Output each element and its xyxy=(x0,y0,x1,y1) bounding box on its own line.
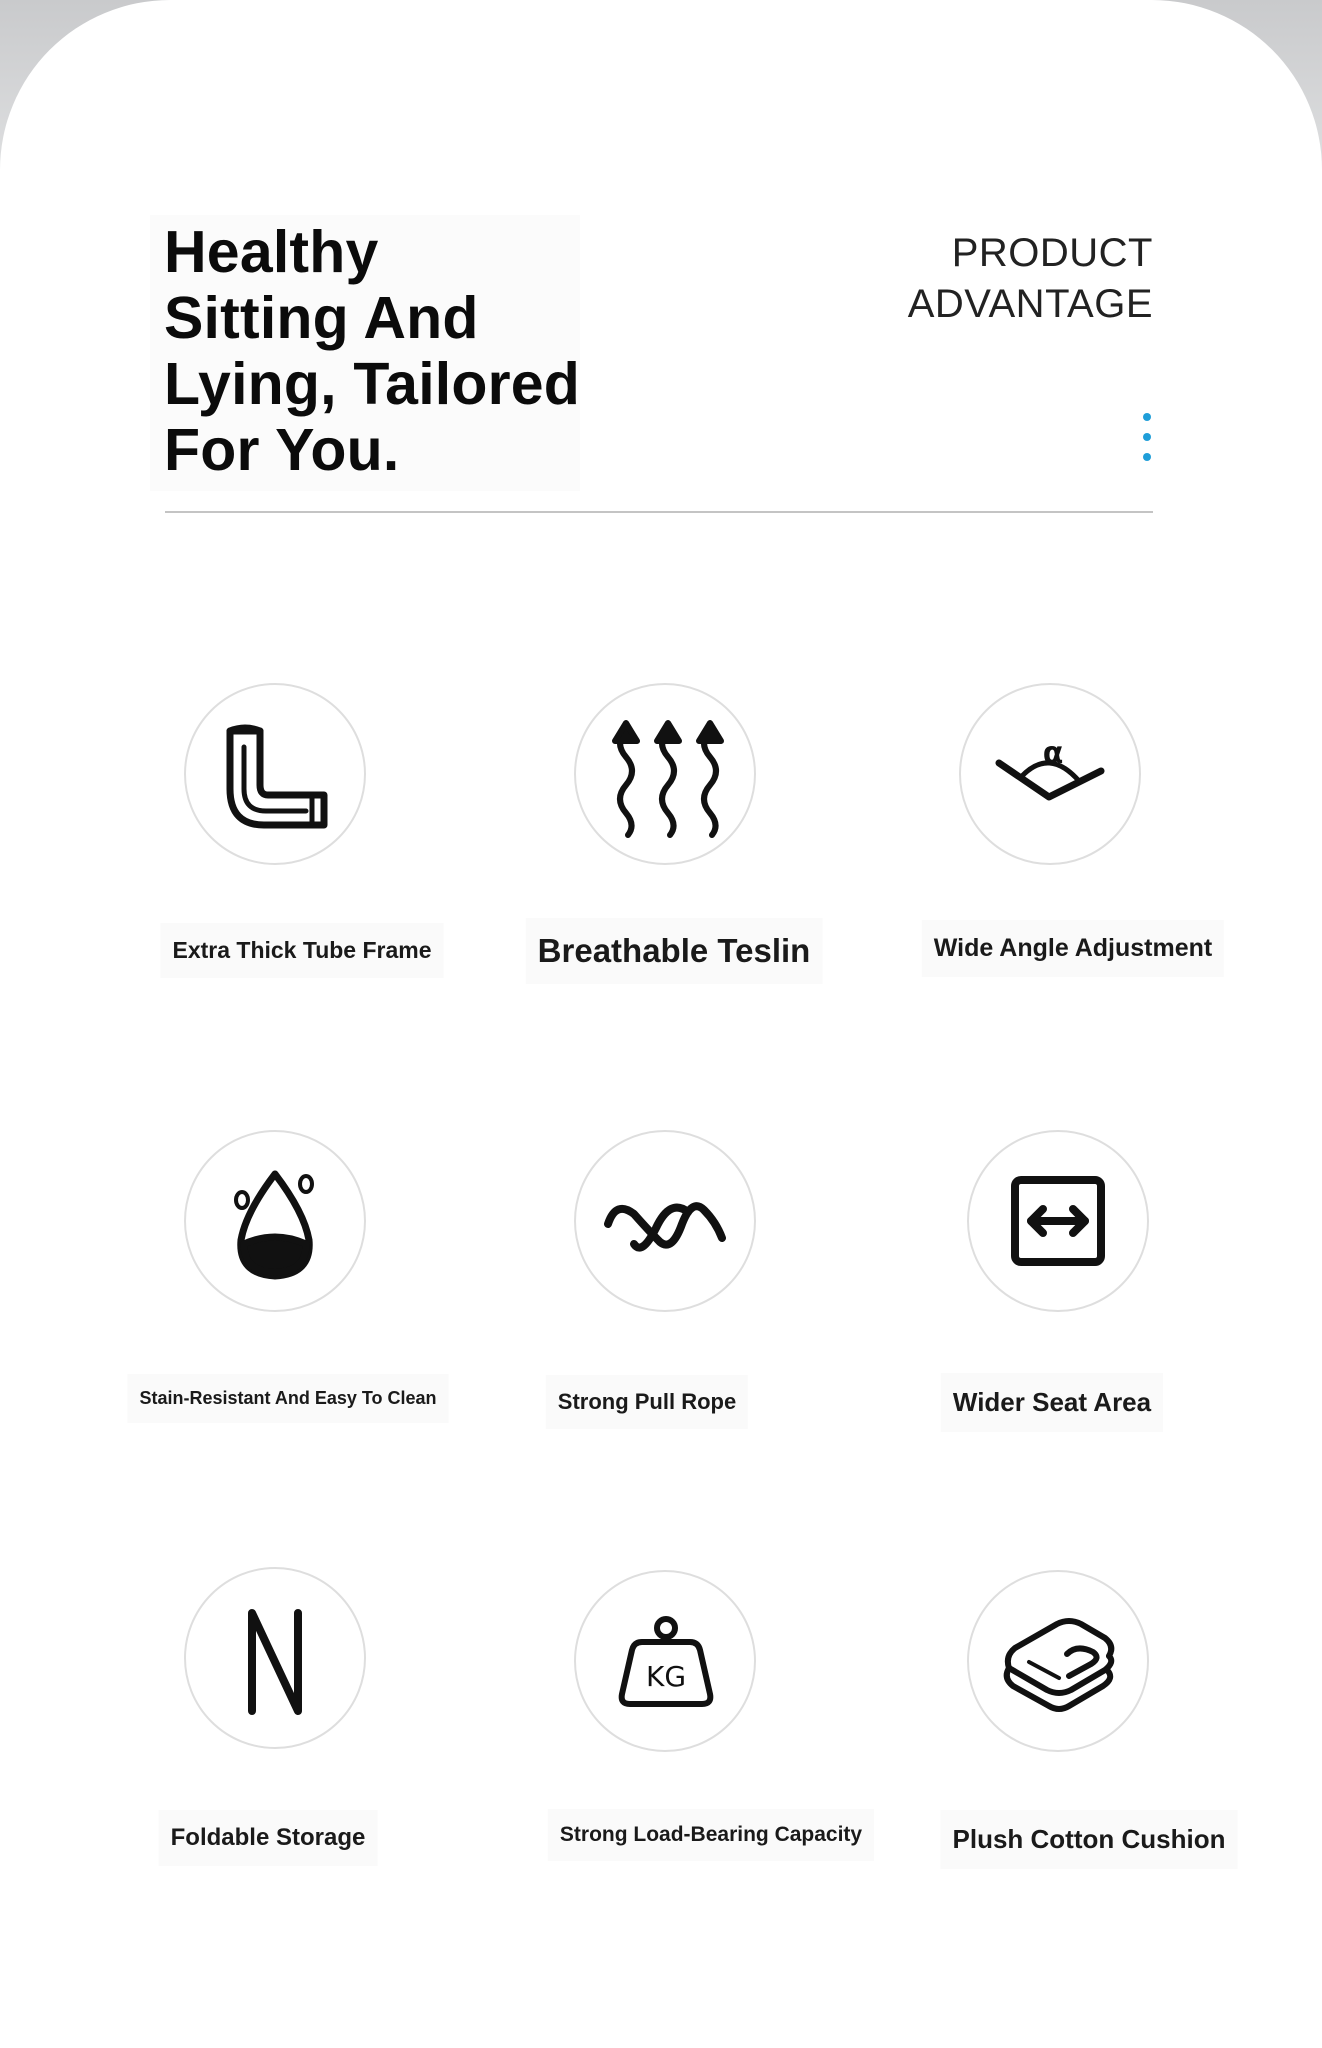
section-title xyxy=(908,228,1153,330)
feature-label: Stain-Resistant And Easy To Clean xyxy=(127,1374,448,1423)
cushion-icon xyxy=(967,1570,1149,1752)
svg-text:α: α xyxy=(1042,736,1064,771)
feature-label: Plush Cotton Cushion xyxy=(941,1810,1238,1869)
rope-wave-icon xyxy=(574,1130,756,1312)
water-drop-icon xyxy=(184,1130,366,1312)
section-title-line: ADVANTAGE xyxy=(907,282,1153,326)
vertical-dots-icon xyxy=(1141,413,1153,469)
feature-label: Wide Angle Adjustment xyxy=(922,920,1224,977)
feature-label: Wider Seat Area xyxy=(941,1373,1163,1432)
headline-line: For You. xyxy=(164,417,400,483)
kg-weight-icon xyxy=(574,1570,756,1752)
headline-line: Sitting And xyxy=(164,285,479,351)
headline-line: Healthy xyxy=(164,219,379,285)
feature-label: Strong Pull Rope xyxy=(546,1375,748,1429)
divider xyxy=(165,511,1153,513)
heat-waves-arrows-icon xyxy=(574,683,756,865)
feature-label: Extra Thick Tube Frame xyxy=(160,923,443,978)
headline-line: Lying, Tailored xyxy=(164,351,581,417)
fold-n-icon xyxy=(184,1567,366,1749)
feature-label: Strong Load-Bearing Capacity xyxy=(548,1809,874,1861)
feature-label: Breathable Teslin xyxy=(526,918,823,984)
page-headline xyxy=(150,215,580,491)
alpha-angle-icon xyxy=(959,683,1141,865)
feature-label: Foldable Storage xyxy=(159,1810,378,1866)
width-arrows-icon xyxy=(967,1130,1149,1312)
elbow-tube-icon xyxy=(184,683,366,865)
section-title-line: PRODUCT xyxy=(951,231,1153,275)
kg-text: KG xyxy=(645,1660,687,1693)
